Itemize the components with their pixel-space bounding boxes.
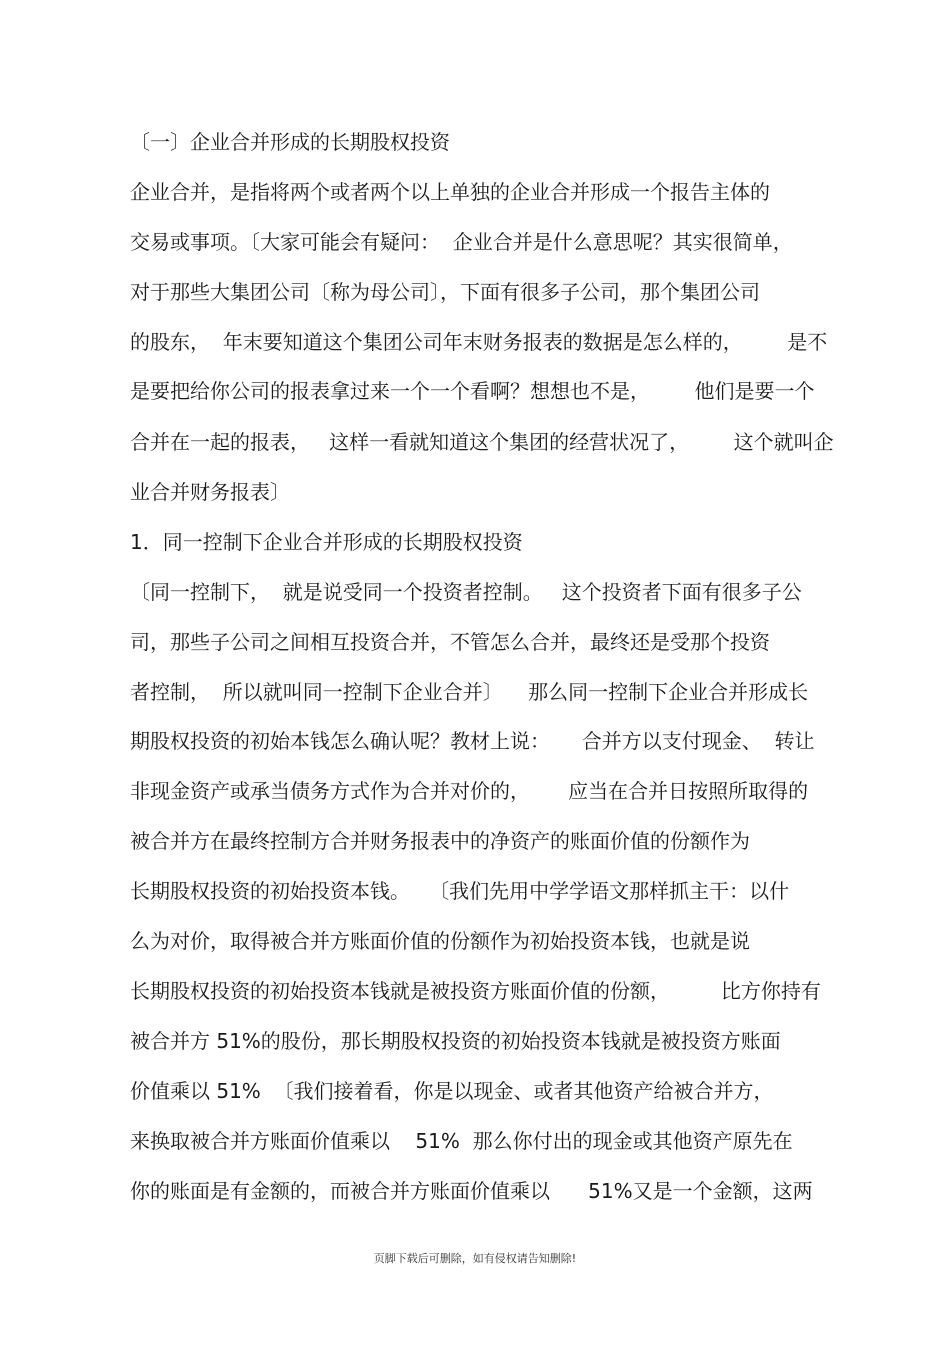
paragraph-line: 被合并方在最终控制方合并财务报表中的净资产的账面价值的份额作为 [130, 829, 750, 853]
paragraph-line: 者控制， 所以就叫同一控制下企业合并〕 那么同一控制下企业合并形成长 [130, 680, 809, 704]
section-heading: 〔一〕企业合并形成的长期股权投资 [130, 130, 450, 154]
paragraph-line: 你的账面是有金额的，而被合并方账面价值乘以 51%又是一个金额，这两 [130, 1179, 813, 1203]
paragraph-line: 长期股权投资的初始投资本钱就是被投资方账面价值的份额， 比方你持有 [130, 979, 821, 1003]
subsection-heading: 1．同一控制下企业合并形成的长期股权投资 [130, 530, 523, 554]
paragraph-line: 〔同一控制下， 就是说受同一个投资者控制。 这个投资者下面有很多子公 [130, 580, 802, 604]
paragraph-line: 交易或事项。〔大家可能会有疑问： 企业合并是什么意思呢？其实很简单， [130, 230, 793, 254]
paragraph-line: 么为对价，取得被合并方账面价值的份额作为初始投资本钱，也就是说 [130, 929, 750, 953]
paragraph-line: 合并在一起的报表， 这样一看就知道这个集团的经营状况了， 这个就叫企 [130, 430, 834, 454]
paragraph-line: 被合并方 51%的股份，那长期股权投资的初始投资本钱就是被投资方账面 [130, 1029, 781, 1053]
paragraph-line: 期股权投资的初始本钱怎么确认呢？教材上说： 合并方以支付现金、 转让 [130, 729, 815, 753]
page-footer: 页脚下载后可删除，如有侵权请告知删除! [373, 1252, 577, 1265]
paragraph-line: 业合并财务报表〕 [130, 480, 290, 504]
paragraph-line: 是要把给你公司的报表拿过来一个一个看啊？想想也不是， 他们是要一个 [130, 379, 815, 403]
paragraph-line: 非现金资产或承当债务方式作为合并对价的， 应当在合并日按照所取得的 [130, 779, 809, 803]
paragraph-line: 长期股权投资的初始投资本钱。 〔我们先用中学学语文那样抓主干：以什 [130, 879, 790, 903]
paragraph-line: 的股东， 年末要知道这个集团公司年末财务报表的数据是怎么样的， 是不 [130, 330, 828, 354]
paragraph-line: 来换取被合并方账面价值乘以 51% 那么你付出的现金或其他资产原先在 [130, 1129, 793, 1153]
paragraph-line: 司，那些子公司之间相互投资合并，不管怎么合并，最终还是受那个投资 [130, 630, 770, 654]
paragraph-line: 企业合并，是指将两个或者两个以上单独的企业合并形成一个报告主体的 [130, 180, 770, 204]
paragraph-line: 价值乘以 51% 〔我们接着看，你是以现金、或者其他资产给被合并方， [130, 1079, 774, 1103]
paragraph-line: 对于那些大集团公司〔称为母公司〕，下面有很多子公司，那个集团公司 [130, 280, 760, 304]
